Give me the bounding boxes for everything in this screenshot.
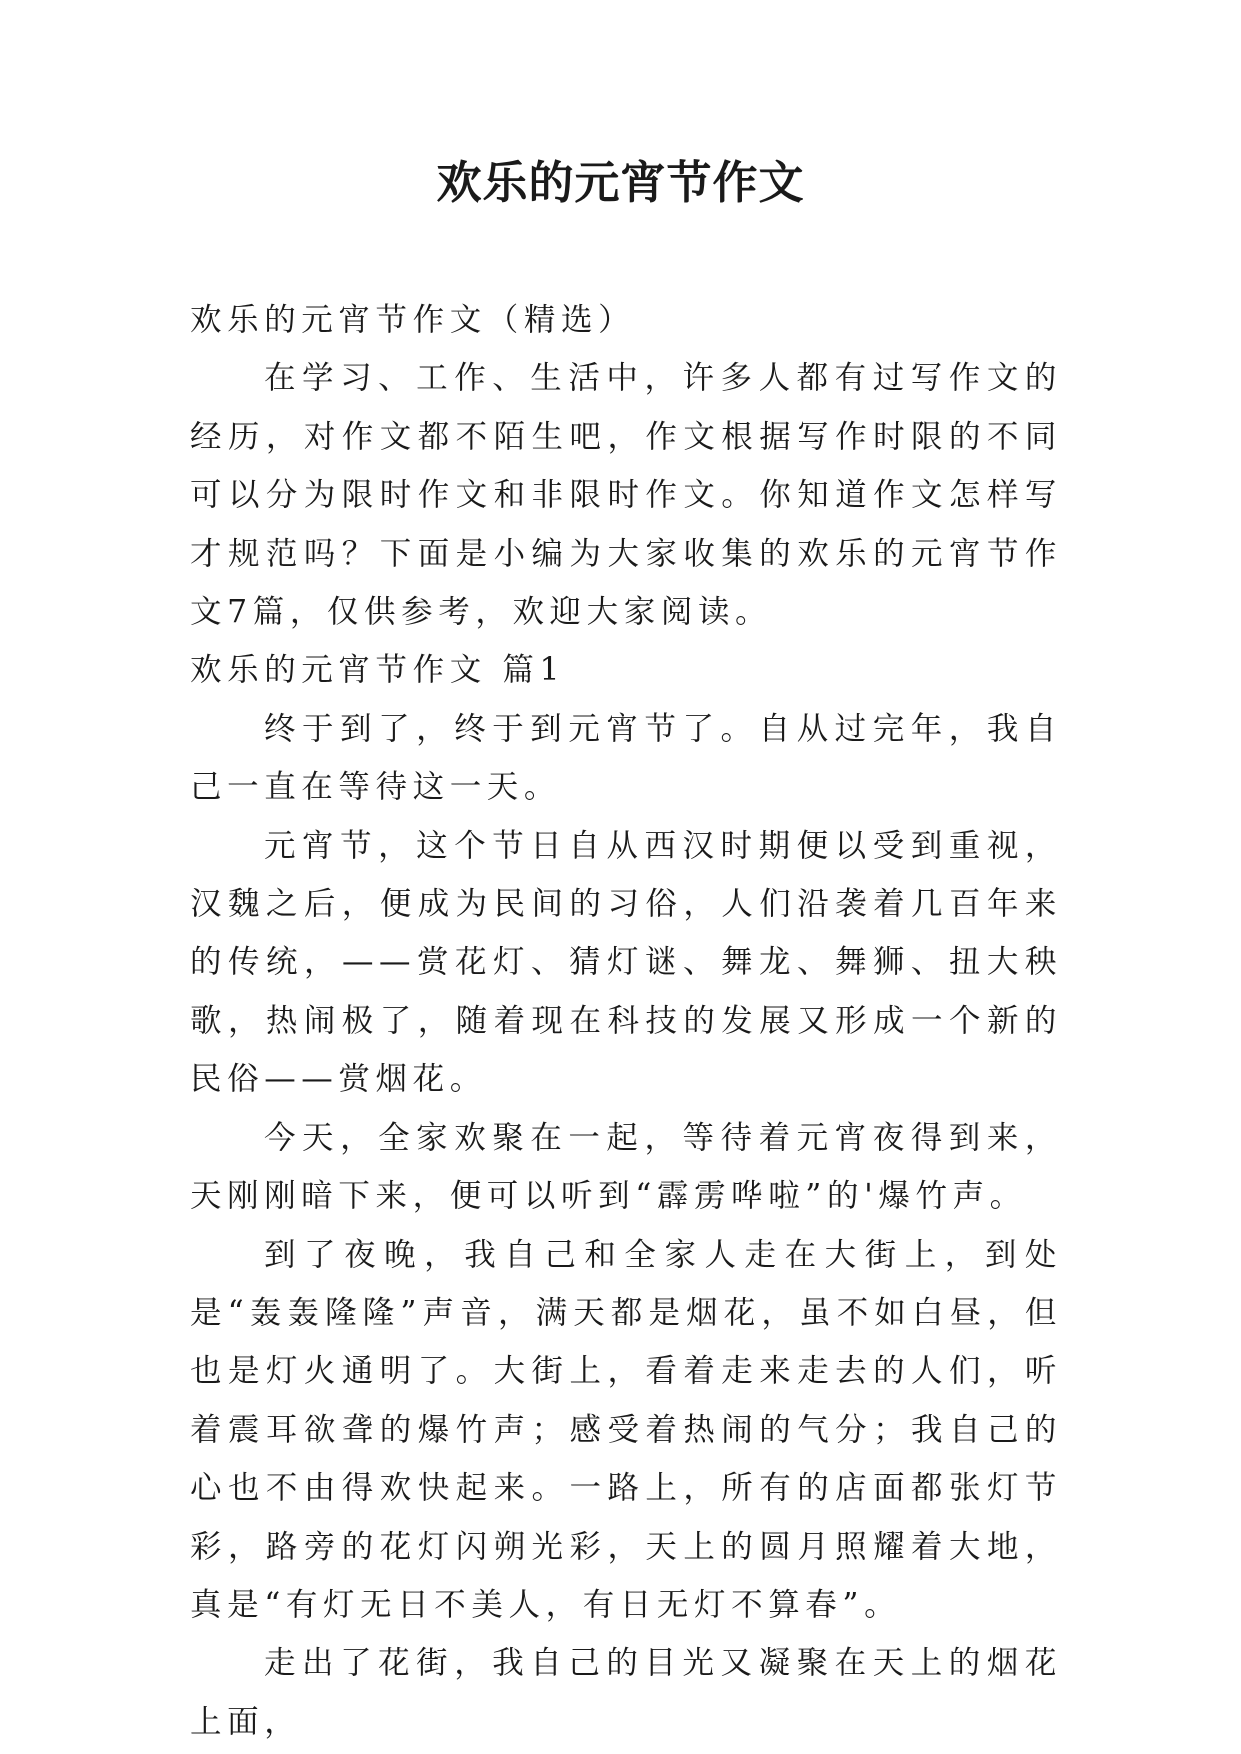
body-paragraph: 元宵节，这个节日自从西汉时期便以受到重视，汉魏之后，便成为民间的习俗，人们沿袭着几百年来的传统，——赏花灯、猜灯谜、舞龙、舞狮、扭大秧歌，热闹极了，随着现在科技的发展又形成一个新的民俗——赏烟花。 [190,827,1062,1098]
document-title: 欢乐的元宵节作文 [436,156,805,209]
body-paragraph: 终于到了，终于到元宵节了。自从过完年，我自己一直在等待这一天。 [190,710,1062,806]
section-heading: 欢乐的元宵节作文（精选） [190,302,636,338]
section-heading: 欢乐的元宵节作文 篇1 [190,652,566,689]
body-paragraph: 在学习、工作、生活中，许多人都有过写作文的经历，对作文都不陌生吧，作文根据写作时限的不同可以分为限时作文和非限时作文。你知道作文怎样写才规范吗？下面是小编为大家收集的欢乐的元宵节作文7篇，仅供参考，欢迎大家阅读。 [190,360,1062,631]
body-paragraph: 走出了花街，我自己的目光又凝聚在天上的烟花上面， [190,1645,1062,1740]
document-body [190,291,1062,1751]
body-paragraph: 今天，全家欢聚在一起，等待着元宵夜得到来，天刚刚暗下来，便可以听到“霹雳哗啦”的'爆竹声。 [190,1119,1062,1215]
body-paragraph: 到了夜晚，我自己和全家人走在大街上，到处是“轰轰隆隆”声音，满天都是烟花，虽不如白昼，但也是灯火通明了。大街上，看着走来走去的人们，听着震耳欲聋的爆竹声；感受着热闹的气分；我自己的心也不由得欢快起来。一路上，所有的店面都张灯节彩，路旁的花灯闪朔光彩，天上的圆月照耀着大地，真是“有灯无日不美人，有日无灯不算春”。 [190,1236,1062,1623]
